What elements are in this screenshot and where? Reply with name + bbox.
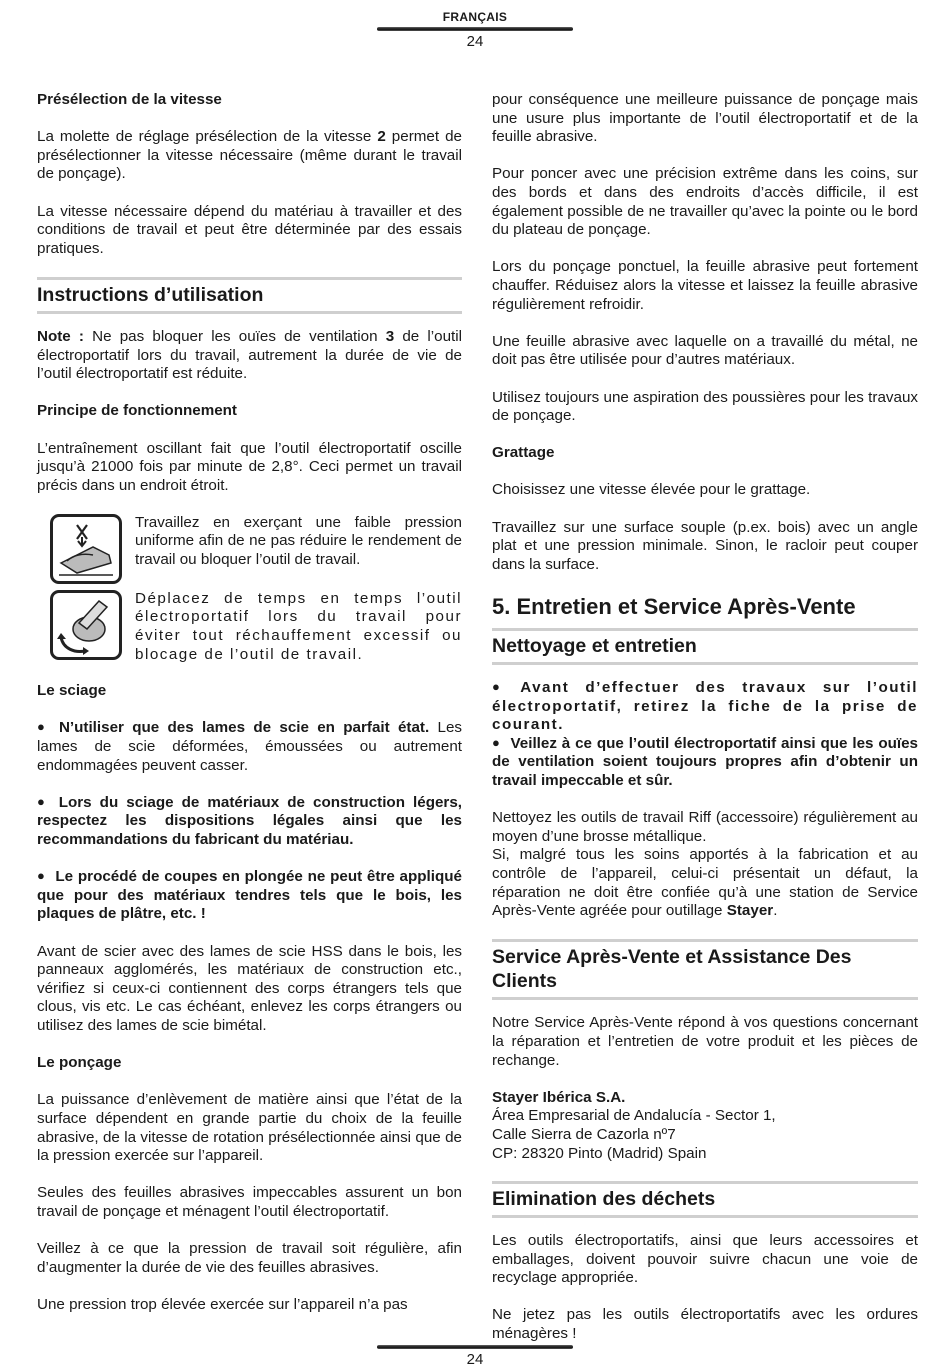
pictogram-row-move xyxy=(37,590,462,664)
text-run: Ne pas bloquer les ouïes de ventilation xyxy=(83,327,386,345)
scraping-paragraph-2: Travaillez sur une surface souple (p.ex. bois) avec un angle plat et une pression minimale. Sinon, le racloir peut couper dans la surface. xyxy=(492,518,918,573)
address-line-2: Calle Sierra de Cazorla nº7 xyxy=(492,1125,676,1143)
sawing-bullet-1 xyxy=(37,719,462,775)
cleaning-bullet-1 xyxy=(492,679,918,735)
header-page-number: 24 xyxy=(466,33,484,50)
principle-paragraph: L’entraînement oscillant fait que l’outil électroportatif oscille jusqu’à 21000 fois par minute de 2,8°. Ceci permet un travail précis dans un endroit étroit. xyxy=(37,439,462,494)
bullet-icon: ● xyxy=(492,679,511,695)
scraping-paragraph-1: Choisissez une vitesse élevée pour le grattage. xyxy=(492,481,811,499)
header-rule xyxy=(377,27,573,31)
text-run: Si, malgré tous les soins apportés à la fabrication et au contrôle de l’appareil, celui-ci présentait un défaut, la réparation ne doit être confiée qu’à une station de Service Après-Vente agréée pour outillage xyxy=(492,846,918,920)
bullet-icon: ● xyxy=(37,719,49,735)
corners-paragraph: Pour poncer avec une précision extrême dans les coins, sur des bords et dans des endroits d’accès difficile, il est également possible de ne travailler qu’avec la pointe ou le bord du plateau de ponçage. xyxy=(492,165,918,239)
ref-number: 3 xyxy=(385,327,395,345)
chapter-title: 5. Entretien et Service Après-Vente xyxy=(492,594,856,620)
bullet-icon: ● xyxy=(37,793,49,809)
speed-heading: Présélection de la vitesse xyxy=(37,91,222,108)
bold-run: Le procédé de coupes en plongée ne peut être appliqué que pour des matériaux tendres tels que le bois, les plaques de plâtre, etc. ! xyxy=(37,868,462,923)
section-disposal-heading: Elimination des déchets xyxy=(492,1181,918,1218)
scraping-heading: Grattage xyxy=(492,444,555,462)
bold-run: Avant d’effectuer des travaux sur l’outil électroportatif, retirez la fiche de la prise de courant. xyxy=(492,679,919,734)
bullet-icon: ● xyxy=(492,734,501,750)
low-pressure-icon xyxy=(50,514,122,584)
company-address xyxy=(492,1089,918,1163)
speed-paragraph-2: La vitesse nécessaire dépend du matériau à travailler et des conditions de travail et peut être déterminée par des essais pratiques. xyxy=(37,202,462,257)
footer-page-number: 24 xyxy=(466,1351,484,1368)
move-tool-icon xyxy=(50,590,122,660)
page-footer xyxy=(0,1345,950,1368)
left-column xyxy=(37,91,462,1333)
address-line-3: CP: 28320 Pinto (Madrid) Spain xyxy=(492,1144,707,1162)
section-cleaning-heading: Nettoyage et entretien xyxy=(492,628,918,665)
text-run: de l’outil électroportatif lors du travail, autrement la durée de vie de l’outil électroportatif est réduite. xyxy=(37,327,463,383)
address-line-1: Área Empresarial de Andalucía - Sector 1, xyxy=(492,1107,776,1125)
speed-paragraph-1 xyxy=(37,128,462,184)
bullet-icon: ● xyxy=(37,868,46,884)
sanding-paragraph-4: Une pression trop élevée exercée sur l’appareil n’a pas xyxy=(37,1295,408,1313)
cleaning-bullet-2 xyxy=(492,735,918,791)
sanding-paragraph-2: Seules des feuilles abrasives impeccables assurent un bon travail de ponçage et ménagent l’outil électroportatif. xyxy=(37,1184,462,1220)
note-paragraph xyxy=(37,328,462,384)
right-column xyxy=(492,91,918,1362)
section-service-heading: Service Après-Vente et Assistance Des Clients xyxy=(492,939,918,1000)
brand-name: Stayer xyxy=(726,902,774,920)
riff-paragraph: Nettoyez les outils de travail Riff (accessoire) régulièrement au moyen d’une brosse métallique. xyxy=(492,809,918,845)
ref-number: 2 xyxy=(377,128,386,146)
page-header xyxy=(0,10,950,50)
bold-run: N’utiliser que des lames de scie en parfait état. xyxy=(58,719,430,737)
dust-paragraph: Utilisez toujours une aspiration des poussières pour les travaux de ponçage. xyxy=(492,388,918,425)
sawing-bullet-2 xyxy=(37,794,462,850)
defect-paragraph xyxy=(492,846,918,920)
disposal-paragraph-2: Ne jetez pas les outils électroportatifs avec les ordures ménagères ! xyxy=(492,1306,918,1343)
disposal-paragraph-1: Les outils électroportatifs, ainsi que leurs accessoires et emballages, doivent pouvoir suivre chacun une voie de recyclage appropriée. xyxy=(492,1232,918,1287)
hss-paragraph: Avant de scier avec des lames de scie HSS dans le bois, les panneaux agglomérés, les matériaux de construction etc., vérifiez si ceux-ci contiennent des corps étrangers tels que clous, vis etc. Le cas échéant, enlevez les corps étrangers ou utilisez des lames de scie bimétal. xyxy=(37,942,462,1034)
text-run: permet de présélectionner la vitesse nécessaire (même durant le travail de ponçage). xyxy=(37,128,462,183)
language-label: FRANÇAIS xyxy=(442,10,508,24)
bold-run: Veillez à ce que l’outil électroportatif ainsi que les ouïes de ventilation soient toujours propres afin d’obtenir un travail impeccable et sûr. xyxy=(492,734,918,789)
sanding-paragraph-3: Veillez à ce que la pression de travail soit régulière, afin d’augmenter la durée de vie des feuilles abrasives. xyxy=(37,1240,462,1276)
pictogram-row-pressure xyxy=(37,514,462,584)
principle-heading: Principe de fonctionnement xyxy=(37,402,237,420)
section-usage-heading: Instructions d’utilisation xyxy=(37,277,462,314)
bold-run: Lors du sciage de matériaux de construction légers, respectez les dispositions légales ainsi que les recommandations du fabricant du matériau. xyxy=(37,793,462,848)
service-paragraph: Notre Service Après-Vente répond à vos questions concernant la réparation et l’entretien de votre produit et les pièces de rechange. xyxy=(492,1014,918,1069)
sanding-paragraph-1: La puissance d’enlèvement de matière ainsi que l’état de la surface dépendent en grande partie du choix de la feuille abrasive, de la vitesse de rotation présélectionnée ainsi que de la pression exercée sur l’appareil. xyxy=(37,1091,462,1165)
text-run: . xyxy=(773,902,778,920)
continued-paragraph: pour conséquence une meilleure puissance de ponçage mais une usure plus importante de l’outil électroportatif et de la feuille abrasive. xyxy=(492,91,918,146)
sanding-heading: Le ponçage xyxy=(37,1054,122,1072)
spot-sanding-paragraph: Lors du ponçage ponctuel, la feuille abrasive peut fortement chauffer. Réduisez alors la vitesse et laissez la feuille abrasive régulièrement refroidir. xyxy=(492,258,918,313)
metal-paragraph: Une feuille abrasive avec laquelle on a travaillé du métal, ne doit pas être utilisée pour d’autres matériaux. xyxy=(492,332,918,369)
footer-rule xyxy=(377,1345,573,1349)
sawing-bullet-3 xyxy=(37,868,462,924)
note-label: Note : xyxy=(37,327,84,345)
move-instruction: Déplacez de temps en temps l’outil électroportatif lors du travail pour éviter tout réchauffement excessif ou blocage de l’outil de travail. xyxy=(135,589,462,663)
company-name: Stayer Ibérica S.A. xyxy=(492,1088,626,1106)
pressure-instruction: Travaillez en exerçant une faible pression uniforme afin de ne pas réduire le rendement de travail ou bloquer l’outil de travail. xyxy=(135,513,462,569)
sawing-heading: Le sciage xyxy=(37,682,107,700)
text-run: Les lames de scie déformées, émoussées ou autrement endommagées peuvent casser. xyxy=(37,719,462,774)
text-run: La molette de réglage présélection de la vitesse xyxy=(37,128,378,146)
